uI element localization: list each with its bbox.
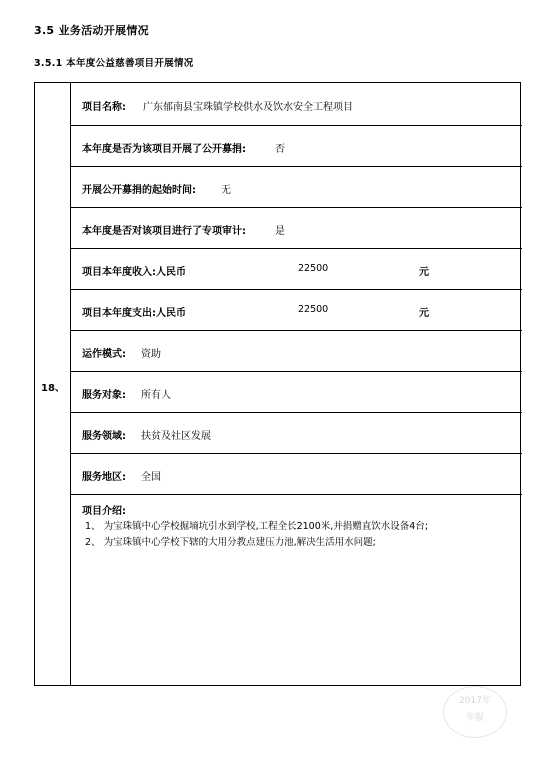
row-expense [71,290,522,331]
section-heading: 3.5 业务活动开展情况 [34,24,149,37]
project-name-value: 广东郁南县宝珠镇学校供水及饮水安全工程项目 [143,102,353,113]
project-name-label: 项目名称: [82,102,126,113]
service-target-label: 服务对象: [82,390,126,401]
annual-report-watermark [443,686,507,738]
watermark-year: 2017年 [459,696,491,706]
fundraising-start-value: 无 [221,185,231,196]
income-unit: 元 [419,267,429,278]
project-index: 18、 [41,383,65,394]
service-area-label: 服务地区: [82,472,126,483]
intro-label: 项目介绍: [82,506,126,517]
row-operation-mode [71,331,522,372]
project-intro [71,495,522,687]
service-field-label: 服务领域: [82,431,126,442]
special-audit-label: 本年度是否对该项目进行了专项审计: [82,226,246,237]
index-column [35,83,71,685]
operation-mode-label: 运作模式: [82,349,126,360]
service-target-value: 所有人 [141,390,171,401]
row-fundraising-start [71,167,522,208]
row-public-fundraising [71,126,522,167]
service-field-value: 扶贫及社区发展 [141,431,211,442]
row-service-area [71,454,522,495]
fundraising-start-label: 开展公开募捐的起始时间: [82,185,196,196]
special-audit-value: 是 [275,226,285,237]
expense-amount: 22500 [298,304,329,315]
public-fundraising-label: 本年度是否为该项目开展了公开募捐: [82,144,246,155]
row-service-target [71,372,522,413]
public-fundraising-value: 否 [275,144,285,155]
income-amount: 22500 [298,263,329,274]
watermark-report: 年报 [465,713,484,723]
row-project-name [71,83,522,126]
operation-mode-value: 资助 [141,349,161,360]
intro-item: 2、 为宝珠镇中心学校下辖的大用分教点建压力池,解决生活用水问题; [85,537,376,548]
expense-label: 项目本年度支出:人民币 [82,308,186,319]
row-special-audit [71,208,522,249]
row-income [71,249,522,290]
service-area-value: 全国 [141,472,161,483]
income-label: 项目本年度收入:人民币 [82,267,186,278]
intro-item: 1、 为宝珠镇中心学校掘墒坑引水到学校,工程全长2100米,并捐赠直饮水设备4台; [85,521,429,532]
section-subheading: 3.5.1 本年度公益慈善项目开展情况 [34,58,194,69]
project-table [34,82,521,686]
row-service-field [71,413,522,454]
expense-unit: 元 [419,308,429,319]
